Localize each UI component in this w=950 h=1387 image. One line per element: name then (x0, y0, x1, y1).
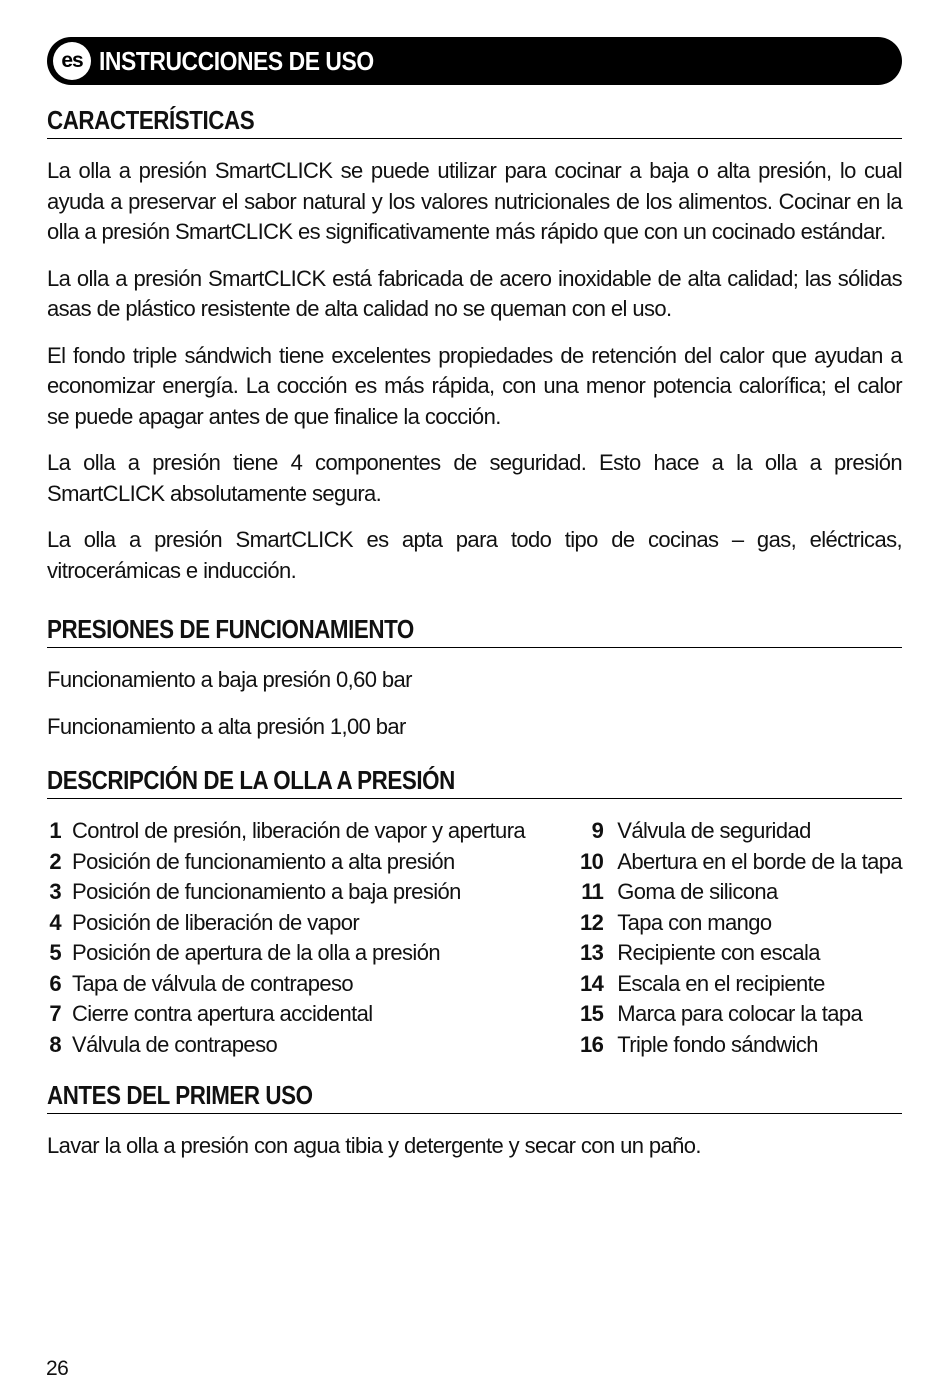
item-label: Posición de liberación de vapor (72, 909, 360, 935)
list-item (575, 908, 902, 939)
item-label: Goma de silicona (617, 879, 778, 905)
parts-list (47, 816, 902, 1060)
item-label: Abertura en el borde de la tapa (617, 848, 902, 874)
list-item (47, 908, 575, 939)
item-label: Tapa de válvula de contrapeso (72, 970, 354, 996)
item-number: 1 (49, 818, 61, 844)
paragraph: La olla a presión tiene 4 componentes de seguridad. Esto hace a la olla a presión SmartCLICK absolutamente segura. (47, 450, 902, 506)
item-number: 7 (49, 1001, 61, 1027)
item-number: 2 (49, 848, 61, 874)
parts-column-left (47, 816, 575, 1060)
list-item (575, 999, 902, 1030)
section-heading: CARACTERÍSTICAS (47, 105, 902, 139)
item-number: 10 (579, 848, 604, 874)
paragraph: La olla a presión SmartCLICK es apta para todo tipo de cocinas – gas, eléctricas, vitrocerámicas e inducción. (47, 527, 902, 583)
item-label: Control de presión, liberación de vapor y apertura (72, 818, 526, 844)
item-label: Posición de apertura de la olla a presión (72, 940, 440, 966)
section-heading: DESCRIPCIÓN DE LA OLLA A PRESIÓN (47, 765, 902, 799)
list-item (47, 1030, 575, 1061)
item-number: 12 (579, 909, 604, 935)
list-item (47, 816, 575, 847)
list-item (575, 938, 902, 969)
list-item (47, 877, 575, 908)
language-badge: es (53, 42, 91, 80)
item-number: 14 (579, 970, 604, 996)
page-number: 26 (46, 1357, 69, 1380)
list-item (47, 847, 575, 878)
item-number: 9 (591, 818, 604, 844)
parts-column-right (575, 816, 902, 1060)
item-number: 16 (579, 1031, 604, 1057)
item-number: 11 (581, 879, 604, 905)
list-item (47, 999, 575, 1030)
list-item (575, 1030, 902, 1061)
item-label: Posición de funcionamiento a baja presión (72, 879, 461, 905)
section-presiones (47, 614, 902, 742)
paragraph: Lavar la olla a presión con agua tibia y detergente y secar con un paño. (47, 1133, 701, 1158)
paragraph: El fondo triple sándwich tiene excelentes propiedades de retención del calor que ayudan a economizar energía. La cocción es más rápida, con una menor potencia calorífica; el calor se puede apagar antes de que finalice la cocción. (47, 342, 902, 429)
item-number: 4 (49, 909, 61, 935)
paragraph: La olla a presión SmartCLICK está fabricada de acero inoxidable de alta calidad; las sólidas asas de plástico resistente de alta calidad no se queman con el uso. (47, 265, 902, 321)
language-header-bar (47, 37, 902, 85)
item-number: 3 (49, 879, 61, 905)
item-label: Válvula de contrapeso (72, 1031, 278, 1057)
item-label: Tapa con mango (617, 909, 772, 935)
item-label: Recipiente con escala (617, 940, 820, 966)
section-descripcion (47, 765, 902, 1060)
list-item (47, 969, 575, 1000)
item-label: Posición de funcionamiento a alta presión (72, 848, 455, 874)
list-item (575, 847, 902, 878)
item-label: Válvula de seguridad (617, 818, 811, 844)
manual-page (47, 37, 902, 1162)
list-item (575, 816, 902, 847)
section-heading: ANTES DEL PRIMER USO (47, 1080, 902, 1114)
item-label: Escala en el recipiente (617, 970, 825, 996)
item-number: 8 (49, 1031, 61, 1057)
list-item (575, 877, 902, 908)
list-item (47, 938, 575, 969)
item-number: 13 (579, 940, 604, 966)
item-number: 5 (49, 940, 61, 966)
section-caracteristicas (47, 105, 902, 586)
item-label: Triple fondo sándwich (617, 1031, 818, 1057)
item-label: Cierre contra apertura accidental (72, 1001, 373, 1027)
section-heading: PRESIONES DE FUNCIONAMIENTO (47, 614, 902, 648)
list-item (575, 969, 902, 1000)
page-title: INSTRUCCIONES DE USO (99, 45, 374, 76)
item-number: 15 (579, 1001, 604, 1027)
paragraph: La olla a presión SmartCLICK se puede utilizar para cocinar a baja o alta presión, lo cual ayuda a preservar el sabor natural y los valores nutricionales de los alimentos. Cocinar en la olla a presión SmartCLICK es significativamente más rápido que con un cocinado estándar. (47, 158, 902, 244)
pressure-line-low: Funcionamiento a baja presión 0,60 bar (47, 667, 412, 692)
pressure-line-high: Funcionamiento a alta presión 1,00 bar (47, 713, 406, 739)
item-number: 6 (49, 970, 61, 996)
section-antes-del-primer-uso (47, 1080, 902, 1162)
item-label: Marca para colocar la tapa (617, 1001, 863, 1027)
